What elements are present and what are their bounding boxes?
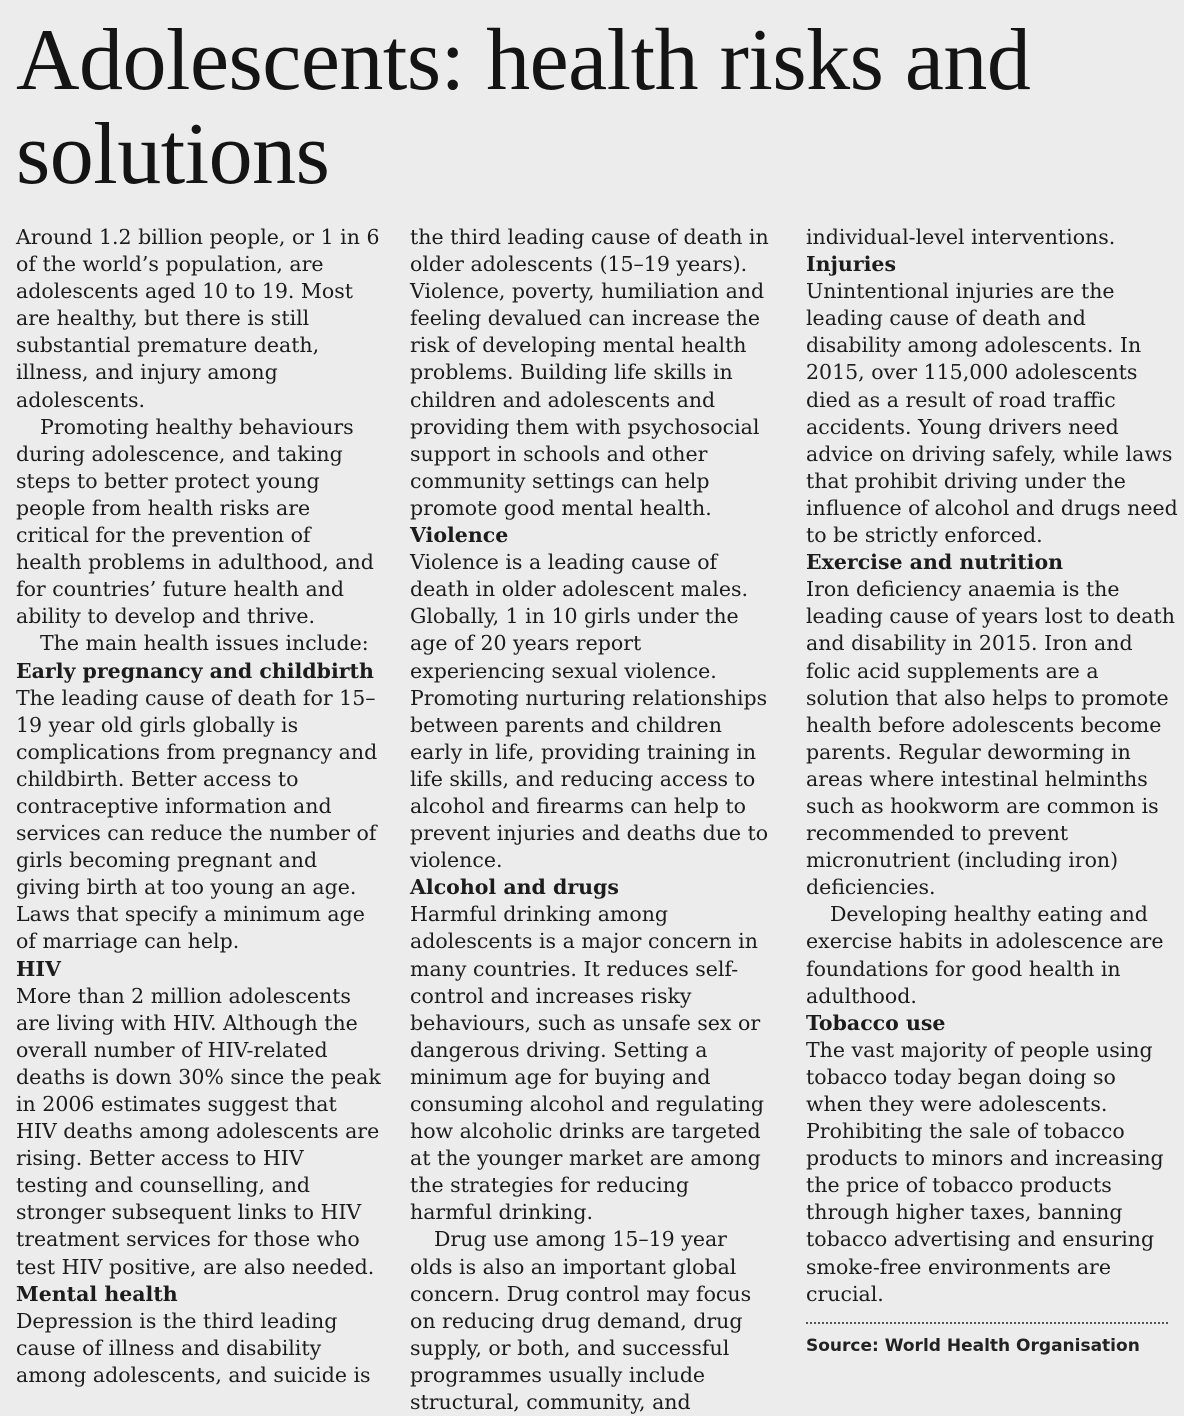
promoting-paragraph: Promoting healthy behaviours during adolescence, and taking steps to better protect young people from health risks are critical for the prevention of health problems in adulthood, and for countries’ future health and ability to develop and thrive. <box>16 414 374 629</box>
tobacco-paragraph: The vast majority of people using tobacco today began doing so when they were adolescents. Prohibiting the sale of tobacco products to minors and increasing the price of tobacco products through higher taxes, banning tobacco advertising and ensuring smoke-free environments are crucial. <box>806 1037 1164 1306</box>
column-3 <box>806 224 1178 1358</box>
exercise-paragraph: Iron deficiency anaemia is the leading cause of years lost to death and disability in 2015. Iron and folic acid supplements are a solution that also helps to promote health before adolescents become parents. Regular deworming in areas where intestinal helminths such as hookworm are common is recommended to prevent micronutrient (including iron) deficiencies. <box>806 577 1175 900</box>
heading-alcohol-drugs: Alcohol and drugs <box>410 875 619 900</box>
heading-violence: Violence <box>410 523 509 548</box>
source-credit: Source: World Health Organisation <box>806 1335 1140 1356</box>
heading-tobacco: Tobacco use <box>806 1010 946 1035</box>
exercise-habits-paragraph: Developing healthy eating and exercise habits in adolescence are foundations for good health in adulthood. <box>806 902 1164 1008</box>
injuries-paragraph: Unintentional injuries are the leading cause of death and disability among adolescents. In 2015, over 115,000 adolescents died as a result of road traffic accidents. Young drivers need advice on driving safely, while laws that prohibit driving under the influence of alcohol and drugs need to be strictly enforced. <box>806 279 1178 548</box>
article-title: Adolescents: health risks and solutions <box>16 12 1031 203</box>
alcohol-paragraph: Harmful drinking among adolescents is a major concern in many countries. It reduces self-control and increases risky behaviours, such as unsafe sex or dangerous driving. Setting a minimum age for buying and consuming alcohol and regulating how alcoholic drinks are targeted at the younger market are among the strategies for reducing harmful drinking. <box>410 902 765 1225</box>
column-1 <box>16 224 382 1389</box>
heading-exercise-nutrition: Exercise and nutrition <box>806 550 1064 575</box>
article-body <box>16 224 1178 1415</box>
intro-paragraph: Around 1.2 billion people, or 1 in 6 of the world’s population, are adolescents aged 10 to 19. Most are healthy, but there is still substantial premature death, illness, and injury among adolescents. <box>16 225 380 412</box>
pregnancy-paragraph: The leading cause of death for 15–19 year old girls globally is complications from pregnancy and childbirth. Better access to contraceptive information and services can reduce the number of girls becoming pregnant and giving birth at too young an age. Laws that specify a minimum age of marriage can help. <box>16 685 378 954</box>
issues-intro: The main health issues include: <box>40 631 369 656</box>
drugs-paragraph-end: individual-level interventions. <box>806 225 1116 249</box>
column-2 <box>410 224 776 1416</box>
hiv-paragraph: More than 2 million adolescents are living with HIV. Although the overall number of HIV-related deaths is down 30% since the peak in 2006 estimates suggest that HIV deaths among adolescents are rising. Better access to HIV testing and counselling, and stronger subsequent links to HIV treatment services for those who test HIV positive, are also needed. <box>16 983 381 1279</box>
violence-paragraph: Violence is a leading cause of death in older adolescent males. Globally, 1 in 10 girls under the age of 20 years report experiencing sexual violence. Promoting nurturing relationships between parents and children early in life, providing training in life skills, and reducing access to alcohol and firearms can help to prevent injuries and deaths due to violence. <box>410 550 769 873</box>
drugs-paragraph-start: Drug use among 15–19 year olds is also an important global concern. Drug control may focus on reducing drug demand, drug supply, or both, and successful programmes usually include structural, community, and <box>410 1227 752 1415</box>
heading-hiv: HIV <box>16 956 61 981</box>
dotted-divider <box>806 1322 1168 1324</box>
mental-health-paragraph-start: Depression is the third leading cause of illness and disability among adolescents, and suicide is <box>16 1308 371 1387</box>
heading-injuries: Injuries <box>806 252 896 277</box>
heading-mental-health: Mental health <box>16 1281 178 1306</box>
mental-health-paragraph-end: the third leading cause of death in older adolescents (15–19 years). Violence, poverty, humiliation and feeling devalued can increase the risk of developing mental health problems. Building life skills in children and adolescents and providing them with psychosocial support in schools and other community settings can help promote good mental health. <box>410 225 769 520</box>
heading-pregnancy: Early pregnancy and childbirth <box>16 658 374 683</box>
